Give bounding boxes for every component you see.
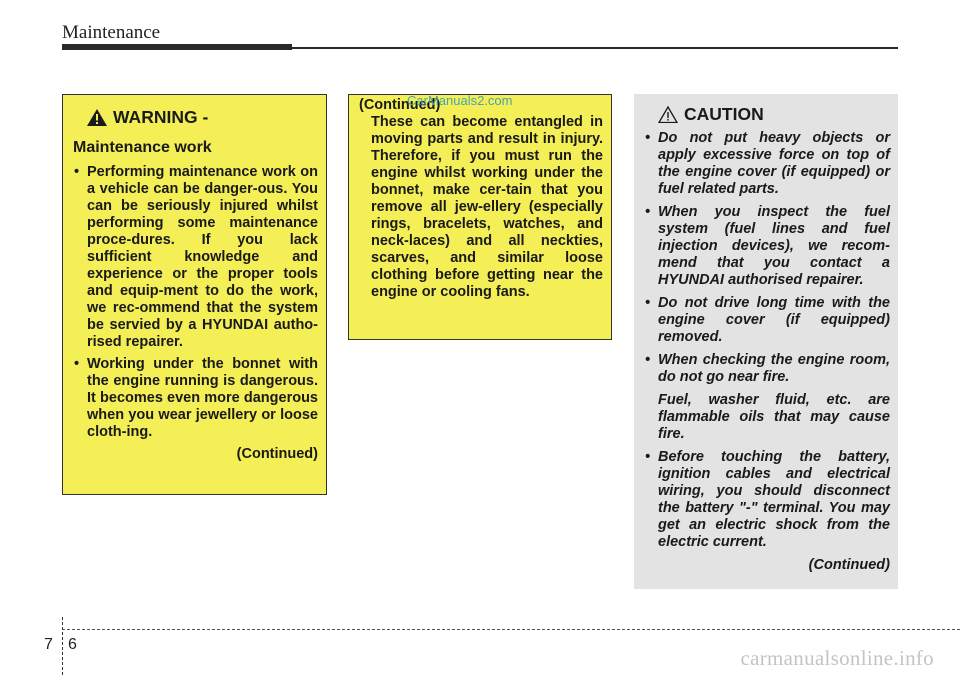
caution-list-continued <box>644 449 890 551</box>
caution-triangle-icon <box>658 106 678 123</box>
continued-box <box>348 94 612 340</box>
warning-list <box>73 164 318 441</box>
list-item: • Do not drive long time with the engine cover (if equipped) removed. <box>644 295 890 346</box>
caution-list <box>644 130 890 386</box>
continued-heading: (Continued) <box>359 97 441 113</box>
continued-label: (Continued) <box>808 557 890 573</box>
header-rule <box>62 47 898 49</box>
watermark-top: CarManuals2.com <box>407 93 513 108</box>
caution-heading <box>658 102 890 126</box>
continued-text: These can become entangled in moving parts and result in injury. Therefore, if you must run the engine whilst working under the bonnet, make cer-tain that you remove all jew-ellery (especially rings, bracelets, watches, and neck-laces) and all neckties, scarves, and similar loose clothing before getting near the engine or cooling fans. <box>371 114 603 300</box>
warning-subheading: Maintenance work <box>73 139 212 156</box>
list-item: • When you inspect the fuel system (fuel lines and fuel injection devices), we recom-mend that you contact a HYUNDAI authorised repairer. <box>644 204 890 289</box>
chapter-number: 7 <box>44 636 53 653</box>
list-item: • Performing maintenance work on a vehicle can be danger-ous. You can be seriously injured whilst performing some maintenance proce-dures. If you lack sufficient knowledge and experience or the proper tools and equip-ment to do the work, we rec-ommend that the system be servied by a HYUNDAI autho-rised repairer. <box>73 164 318 351</box>
footer-divider <box>62 617 63 675</box>
page-number: 6 <box>68 636 77 653</box>
footer-rule <box>62 629 960 630</box>
warning-box <box>62 94 327 495</box>
list-item: • When checking the engine room, do not go near fire. <box>644 352 890 386</box>
caution-extra-paragraph: Fuel, washer fluid, etc. are flammable oils that may cause fire. <box>658 392 890 442</box>
continued-label: (Continued) <box>236 446 318 462</box>
list-item: • Working under the bonnet with the engine running is dangerous. It becomes even more dangerous when you wear jewellery or loose cloth-ing. <box>73 356 318 441</box>
page-header-title: Maintenance <box>62 22 161 43</box>
caution-heading-text: CAUTION <box>684 103 764 124</box>
warning-heading <box>87 105 318 129</box>
watermark-bottom: carmanualsonline.info <box>740 646 934 670</box>
warning-triangle-icon <box>87 109 107 126</box>
warning-heading-text: WARNING - <box>113 106 209 127</box>
list-item: • Do not put heavy objects or apply excessive force on top of the engine cover (if equipped) or fuel related parts. <box>644 130 890 198</box>
list-item: • Before touching the battery, ignition cables and electrical wiring, you should disconnect the battery "-" terminal. You may get an electric shock from the electric current. <box>644 449 890 551</box>
caution-box <box>634 94 898 589</box>
